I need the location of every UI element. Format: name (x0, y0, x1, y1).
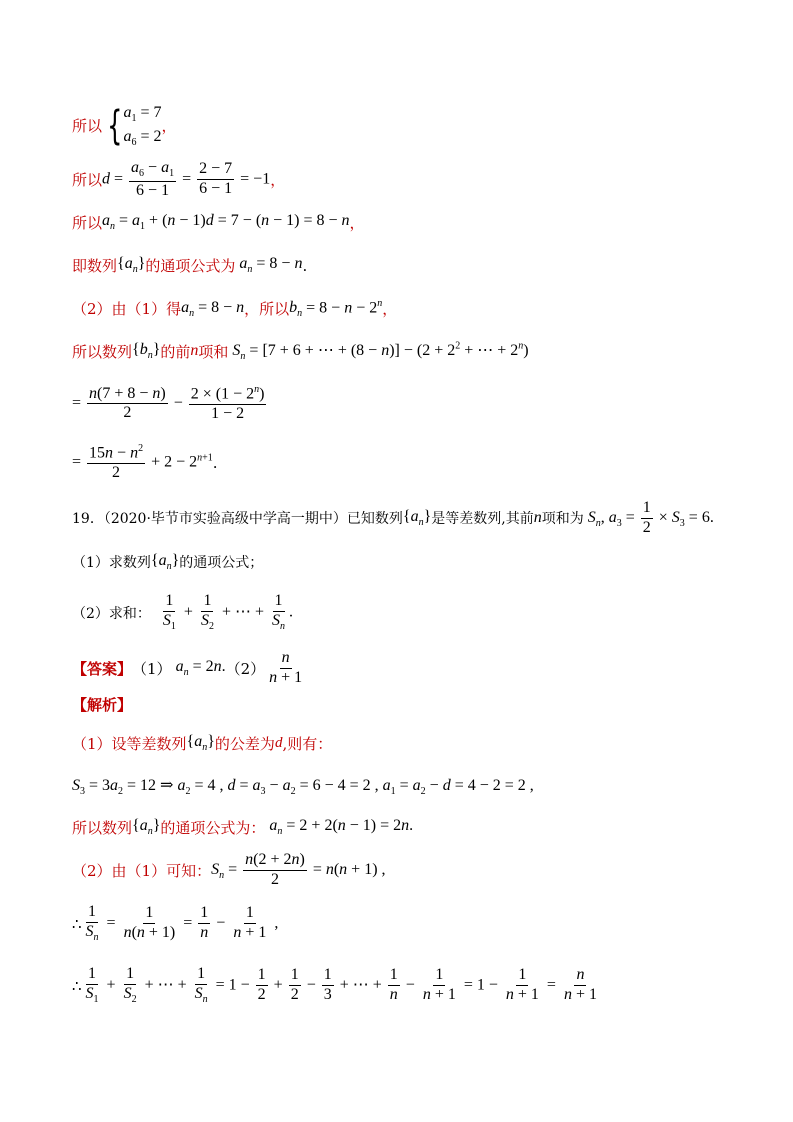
q19-answer (72, 650, 306, 687)
q19-stem-pre: 19．（2020·毕节市实验高级中学高一期中）已知数列 (72, 511, 403, 528)
text-comma: ， (349, 214, 365, 232)
answer-part1: $a_n = 2n$. (175, 658, 226, 679)
line-an-derivation (72, 212, 365, 233)
q19-stem (72, 500, 714, 537)
formula-an-final: $a_n = 2 + 2(n - 1) = 2n$. (269, 817, 414, 838)
seq-bn: $\{b_n\}$ (132, 341, 161, 362)
q19-part1-end: 的通项公式； (179, 555, 264, 572)
answer-part2-label: （2） (225, 659, 266, 678)
therefore-symbol: ∴ (72, 976, 82, 995)
seq-an: $\{a_n\}$ (117, 255, 146, 276)
formula-reciprocal: $\frac{1}{S_n}$ = $\frac{1}{n(n + 1)}$ = $\frac{1}{n}$ − $\frac{1}{n + 1}$ , (85, 903, 279, 943)
formula-condition: $S_n$, $a_3$ = $\frac{1}{2}$ × $S_3 = 6$. (587, 499, 714, 536)
text-mid: ，所以 (244, 300, 290, 319)
formula-sn: $S_n = [7 + 6$ + ⋯ + $(8 - n)] - (2 + 2^2$ + ⋯ + $2^n$) (232, 340, 529, 363)
s1-end: ,则有： (282, 735, 333, 753)
formula-d: d = $\frac{a_6 - a_1}{6 - 1}$ = $\frac{2 - 7}{6 - 1}$ = −1 (102, 159, 271, 199)
answer-part1-label: （1） (132, 659, 172, 678)
text-prefix: 即数列 (72, 257, 118, 275)
solution-step4 (72, 852, 386, 889)
seq-an: $\{a_n\}$ (150, 552, 180, 573)
q19-part2-text: （2）求和： (72, 605, 151, 622)
s3-mid: 的通项公式为： (160, 819, 266, 837)
seq-an: $\{a_n\}$ (186, 733, 215, 754)
text-prefix: 所以数列 (72, 342, 133, 361)
line-bn (72, 298, 397, 320)
text-comma: ， (382, 300, 398, 319)
solution-step5 (72, 904, 278, 943)
text-prefix: 所以 (72, 117, 103, 136)
equation-system: $a_1 = 7$ $a_6 = 2$ (123, 104, 162, 148)
text-period: . (212, 453, 218, 472)
formula-telescoping: $\frac{1}{S_1}$ + $\frac{1}{S_2}$ + ⋯ + $\frac{1}{S_n}$ = 1 − $\frac{1}{2}$ + $\frac{1}{2}$ − $\frac{1}{3}$ + ⋯ + $\frac{1}{n}$ − $\frac{1}{n + 1}$ = 1 − $\frac{1}{n + 1}$ = $\frac{n}{n + 1}$ (85, 965, 597, 1005)
formula-an2: $a_n = 8 - n$ (181, 298, 245, 319)
var-n: n (190, 342, 199, 360)
formula-an: $a_n = a_1 + (n - 1)d = 7 - (n - 1) = 8 - n$ (102, 212, 350, 233)
answer-tag: 【答案】 (72, 659, 133, 678)
text-prefix: 所以 (72, 171, 103, 190)
line-sn (72, 340, 529, 362)
seq-an: $\{a_n\}$ (402, 508, 432, 529)
s1-d: d (274, 735, 283, 751)
s1-mid: 的公差为 (214, 735, 275, 753)
line-sn-step2 (72, 444, 218, 482)
q19-stem-mid2: 项和为 (541, 511, 584, 528)
formula-an-result: $a_n = 8 - n$ (239, 255, 303, 276)
formula-sn-step2: = $\frac{15n - n^2}{2}$ + $2 - 2^{n+1}$ (72, 443, 213, 482)
line-system (72, 102, 177, 149)
q19-part1 (72, 552, 263, 572)
formula-sum: $\frac{1}{S_1}$ + $\frac{1}{S_2}$ + ⋯ + $\frac{1}{S_n}$ . (162, 592, 293, 632)
text-period: . (302, 256, 308, 275)
q19-stem-mid1: 是等差数列,其前 (431, 511, 534, 528)
line-sn-step1 (72, 385, 268, 423)
answer-part2: $\frac{n}{n + 1}$ (269, 649, 303, 686)
s1-pre: （1）设等差数列 (72, 735, 187, 753)
brace-symbol: { (107, 102, 123, 149)
var-n: n (533, 509, 542, 527)
s4-pre: （2）由（1）可知： (72, 861, 212, 880)
line-general-term (72, 255, 307, 276)
solution-step6 (72, 966, 601, 1005)
formula-bn: $b_n = 8 - n - 2^n$ (289, 298, 383, 320)
solution-step2 (72, 775, 534, 797)
formula-sn-closed: $S_n$ = $\frac{n(2 + 2n)}{2}$ = n(n + 1) , (211, 851, 386, 888)
s3-pre: 所以数列 (72, 819, 133, 837)
therefore-symbol: ∴ (72, 914, 82, 933)
text-prefix: 所以 (72, 214, 103, 232)
q19-part1-text: （1）求数列 (72, 555, 151, 572)
text-comma: ， (270, 171, 286, 190)
text-mid1: 的前 (160, 342, 191, 361)
text-mid: 的通项公式为 (145, 257, 236, 275)
text-comma: ， (161, 117, 177, 136)
seq-an: $\{a_n\}$ (132, 817, 161, 838)
analysis-tag: 【解析】 (72, 696, 133, 714)
q19-part2 (72, 593, 293, 632)
solution-step1 (72, 733, 332, 754)
formula-s3: $S_3 = 3a_2 = 12$ ⇒ $a_2 = 4$ , $d = a_3 - a_2 = 6 - 4 = 2$ , $a_1 = a_2 - d = 4 - 2 = 2$ , (72, 777, 534, 798)
text-mid2: 项和 (198, 342, 229, 361)
text-prefix: （2）由（1）得 (72, 300, 182, 319)
formula-sn-step1: = $\frac{n(7 + 8 - n)}{2}$ − $\frac{2 \times (1 - 2^n)}{1 - 2}$ (72, 384, 265, 423)
line-d-formula (72, 160, 285, 199)
solution-step3 (72, 817, 413, 838)
